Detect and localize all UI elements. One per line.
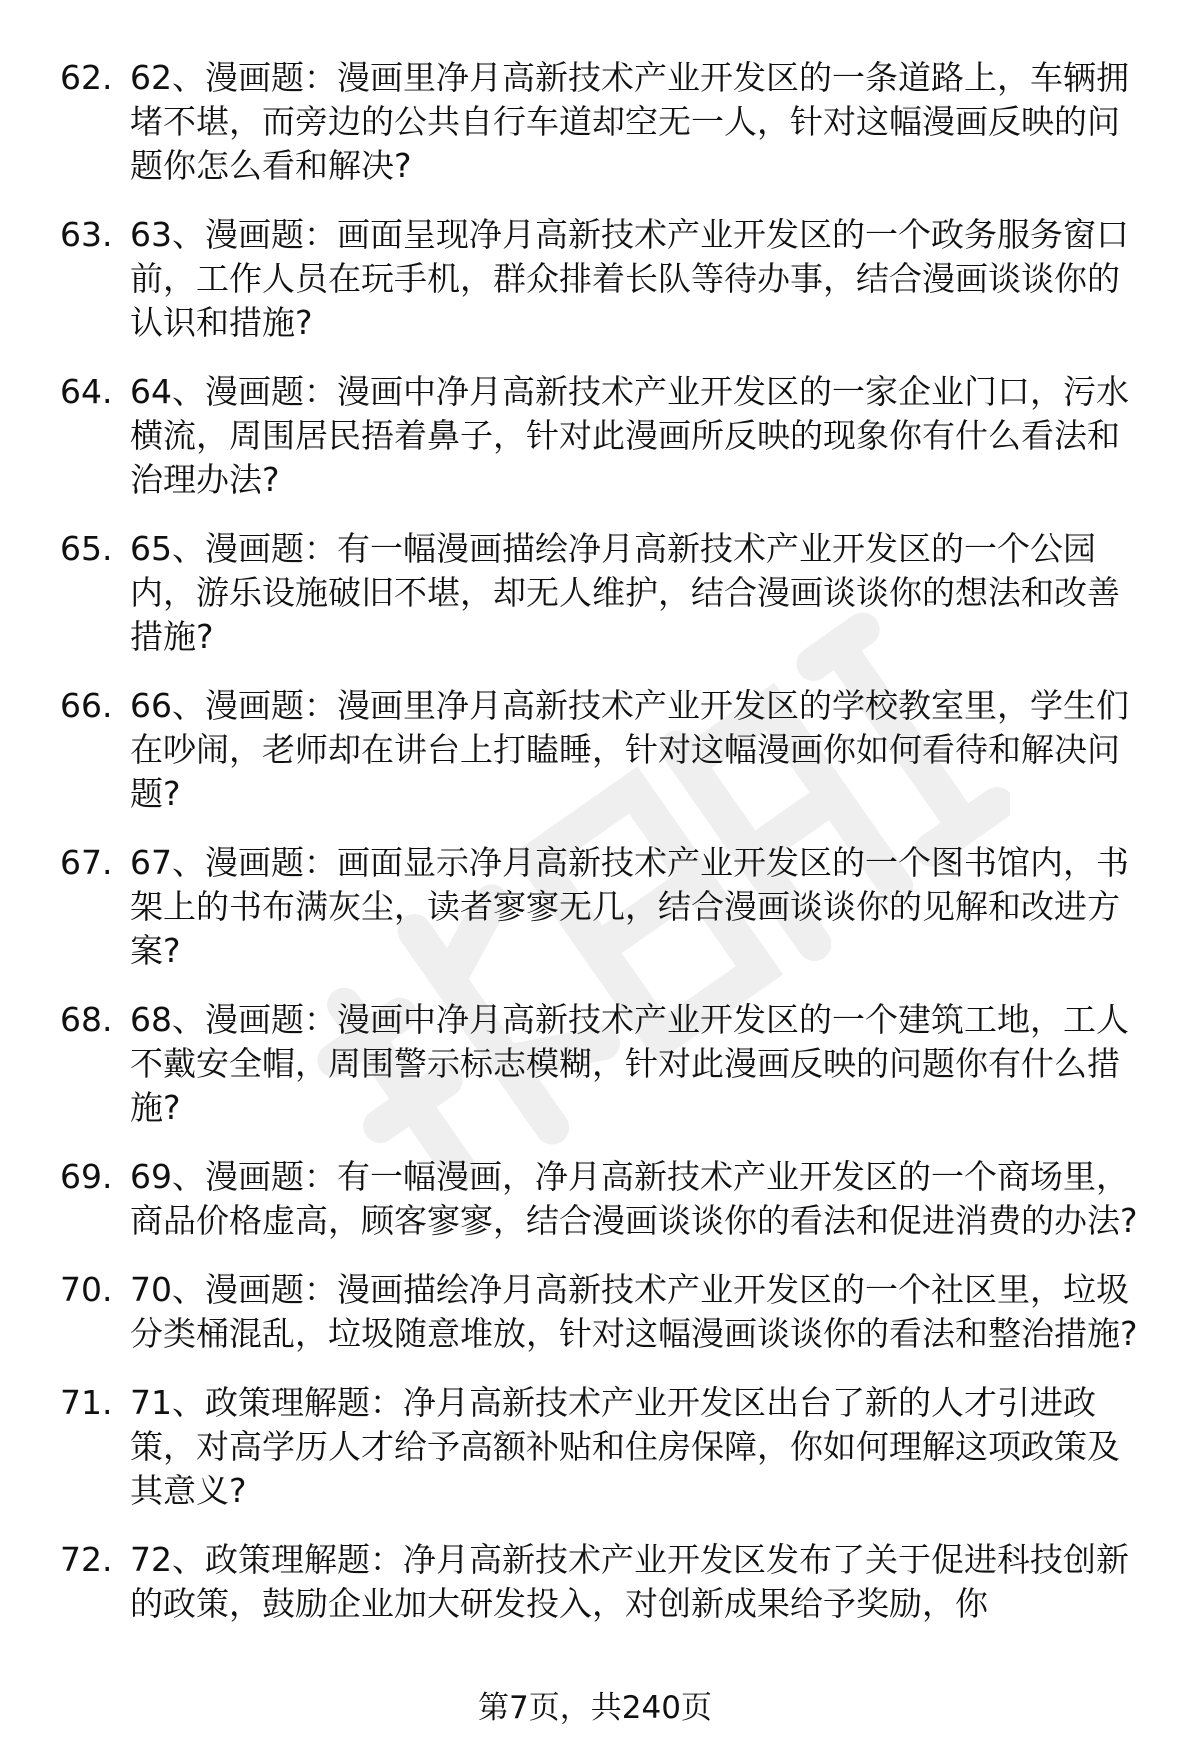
question-number: 69. — [60, 1157, 113, 1196]
question-number: 65. — [60, 529, 113, 568]
question-item — [0, 684, 1190, 816]
page-footer: 第7页，共240页 — [478, 1690, 712, 1726]
question-text: 72、政策理解题：净月高新技术产业开发区发布了关于促进科技创新的政策，鼓励企业加大研发投入，对创新成果给予奖励，你 — [130, 1540, 1129, 1623]
question-item — [0, 998, 1190, 1130]
question-text: 69、漫画题：有一幅漫画，净月高新技术产业开发区的一个商场里，商品价格虚高，顾客寥寥，结合漫画谈谈你的看法和促进消费的办法? — [130, 1157, 1138, 1240]
question-number: 68. — [60, 1000, 113, 1039]
question-list — [0, 56, 1190, 1651]
question-text: 71、政策理解题：净月高新技术产业开发区出台了新的人才引进政策，对高学历人才给予高额补贴和住房保障，你如何理解这项政策及其意义? — [130, 1383, 1120, 1510]
question-item — [0, 1268, 1190, 1356]
question-item — [0, 1538, 1190, 1626]
question-text: 65、漫画题：有一幅漫画描绘净月高新技术产业开发区的一个公园内，游乐设施破旧不堪，却无人维护，结合漫画谈谈你的想法和改善措施? — [130, 529, 1120, 656]
question-item — [0, 1155, 1190, 1243]
question-item — [0, 527, 1190, 659]
question-item — [0, 56, 1190, 188]
question-number: 72. — [60, 1540, 113, 1579]
question-item — [0, 841, 1190, 973]
question-text: 63、漫画题：画面呈现净月高新技术产业开发区的一个政务服务窗口前，工作人员在玩手机，群众排着长队等待办事，结合漫画谈谈你的认识和措施? — [130, 215, 1129, 342]
question-text: 64、漫画题：漫画中净月高新技术产业开发区的一家企业门口，污水横流，周围居民捂着鼻子，针对此漫画所反映的现象你有什么看法和治理办法? — [130, 372, 1129, 499]
question-text: 66、漫画题：漫画里净月高新技术产业开发区的学校教室里，学生们在吵闹，老师却在讲台上打瞌睡，针对这幅漫画你如何看待和解决问题? — [130, 686, 1129, 813]
question-number: 64. — [60, 372, 113, 411]
question-number: 62. — [60, 58, 113, 97]
question-number: 71. — [60, 1383, 113, 1422]
question-number: 66. — [60, 686, 113, 725]
question-number: 63. — [60, 215, 113, 254]
question-item — [0, 1381, 1190, 1513]
question-item — [0, 213, 1190, 345]
question-text: 67、漫画题：画面显示净月高新技术产业开发区的一个图书馆内，书架上的书布满灰尘，读者寥寥无几，结合漫画谈谈你的见解和改进方案? — [130, 843, 1129, 970]
question-text: 68、漫画题：漫画中净月高新技术产业开发区的一个建筑工地，工人不戴安全帽，周围警示标志模糊，针对此漫画反映的问题你有什么措施? — [130, 1000, 1129, 1127]
question-text: 62、漫画题：漫画里净月高新技术产业开发区的一条道路上，车辆拥堵不堪，而旁边的公共自行车道却空无一人，针对这幅漫画反映的问题你怎么看和解决? — [130, 58, 1129, 185]
question-text: 70、漫画题：漫画描绘净月高新技术产业开发区的一个社区里，垃圾分类桶混乱，垃圾随意堆放，针对这幅漫画谈谈你的看法和整治措施? — [130, 1270, 1138, 1353]
question-item — [0, 370, 1190, 502]
question-number: 67. — [60, 843, 113, 882]
question-number: 70. — [60, 1270, 113, 1309]
